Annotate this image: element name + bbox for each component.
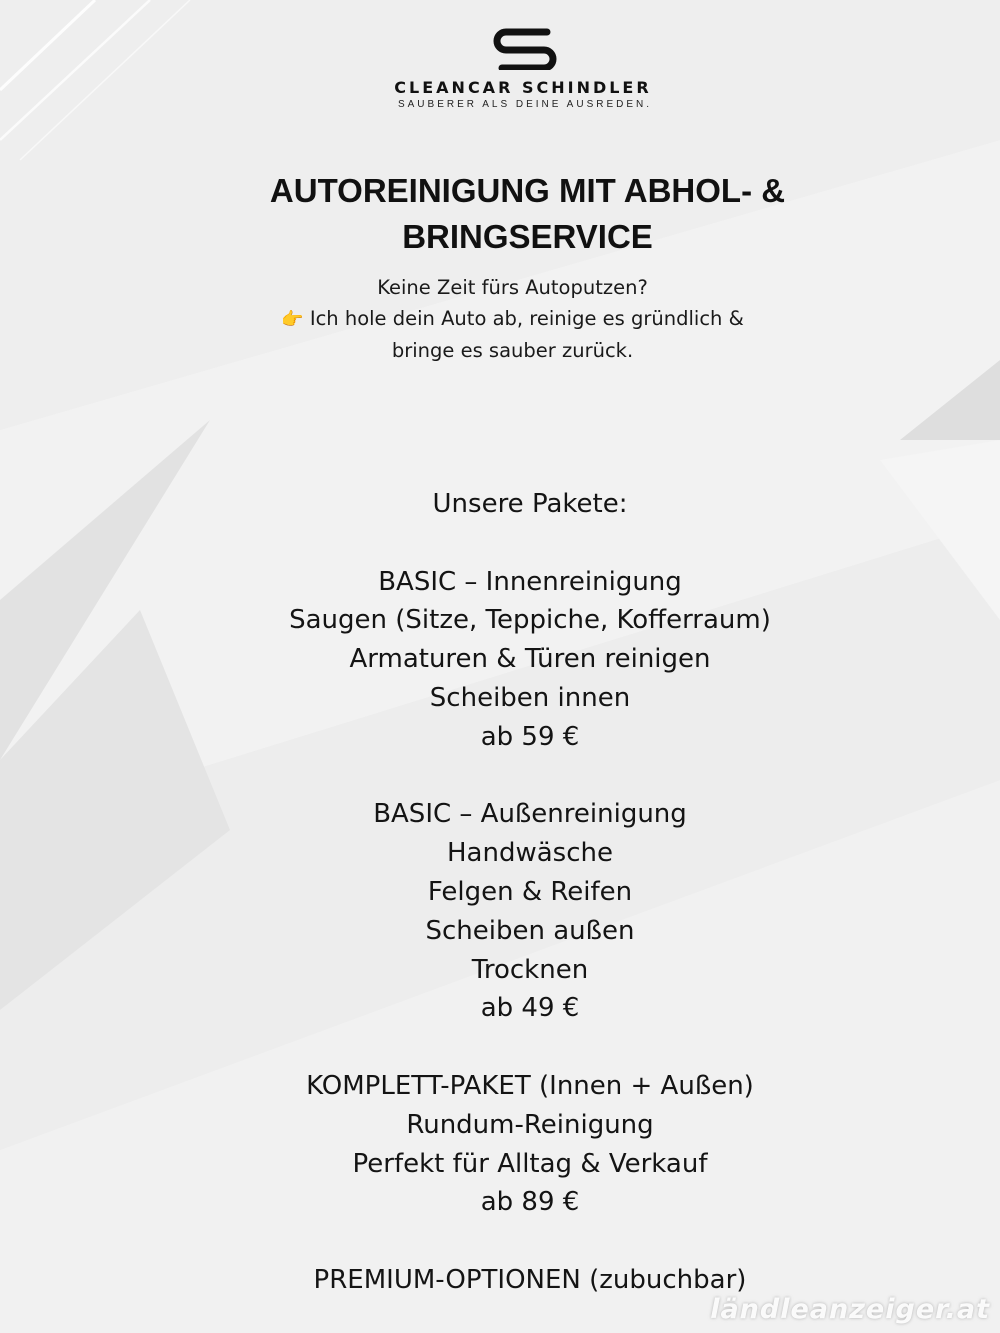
package-item: Armaturen & Türen reinigen — [349, 644, 711, 675]
packages-section — [180, 485, 880, 1300]
page-title-line-1: AUTOREINIGUNG MIT ABHOL- & — [269, 172, 786, 209]
page-title-line-2: BRINGSERVICE — [402, 218, 653, 255]
intro-line-2 — [230, 303, 795, 335]
package-title: KOMPLETT-PAKET (Innen + Außen) — [306, 1070, 754, 1101]
package-item: Scheiben außen — [425, 915, 635, 946]
packages-heading: Unsere Pakete: — [432, 489, 628, 519]
page-title — [200, 168, 855, 260]
package-item: Rundum-Reinigung — [406, 1109, 654, 1140]
package-title: BASIC – Außenreinigung — [373, 799, 687, 830]
brand-slogan: SAUBERER ALS DEINE AUSREDEN. — [397, 99, 653, 110]
package-price: ab 49 € — [480, 993, 580, 1024]
site-watermark: ländleanzeiger.at — [710, 1294, 990, 1325]
package-price: ab 59 € — [480, 721, 580, 752]
intro-text — [230, 272, 795, 366]
intro-line-3: bringe es sauber zurück. — [391, 339, 634, 362]
brand-name: CLEANCAR SCHINDLER — [394, 78, 652, 97]
pointing-hand-icon: 👉 — [281, 309, 304, 330]
cleancar-s-logo-icon — [490, 26, 560, 70]
package-item: Felgen & Reifen — [427, 876, 633, 907]
package-item: Handwäsche — [447, 838, 613, 869]
package-item: Trocknen — [471, 954, 589, 985]
package-title: BASIC – Innenreinigung — [378, 566, 682, 597]
package-complete — [180, 1067, 880, 1222]
package-price: ab 89 € — [480, 1187, 580, 1218]
package-basic-interior — [180, 563, 880, 757]
intro-line-2-text: Ich hole dein Auto ab, reinige es gründlich & — [309, 307, 744, 330]
package-item: Perfekt für Alltag & Verkauf — [352, 1148, 708, 1179]
package-basic-exterior — [180, 795, 880, 1028]
package-item: Saugen (Sitze, Teppiche, Kofferraum) — [289, 605, 771, 636]
premium-options-heading: PREMIUM-OPTIONEN (zubuchbar) — [313, 1264, 747, 1295]
package-item: Scheiben innen — [429, 682, 631, 713]
brand-logo — [300, 26, 750, 110]
intro-line-1: Keine Zeit fürs Autoputzen? — [377, 276, 648, 299]
